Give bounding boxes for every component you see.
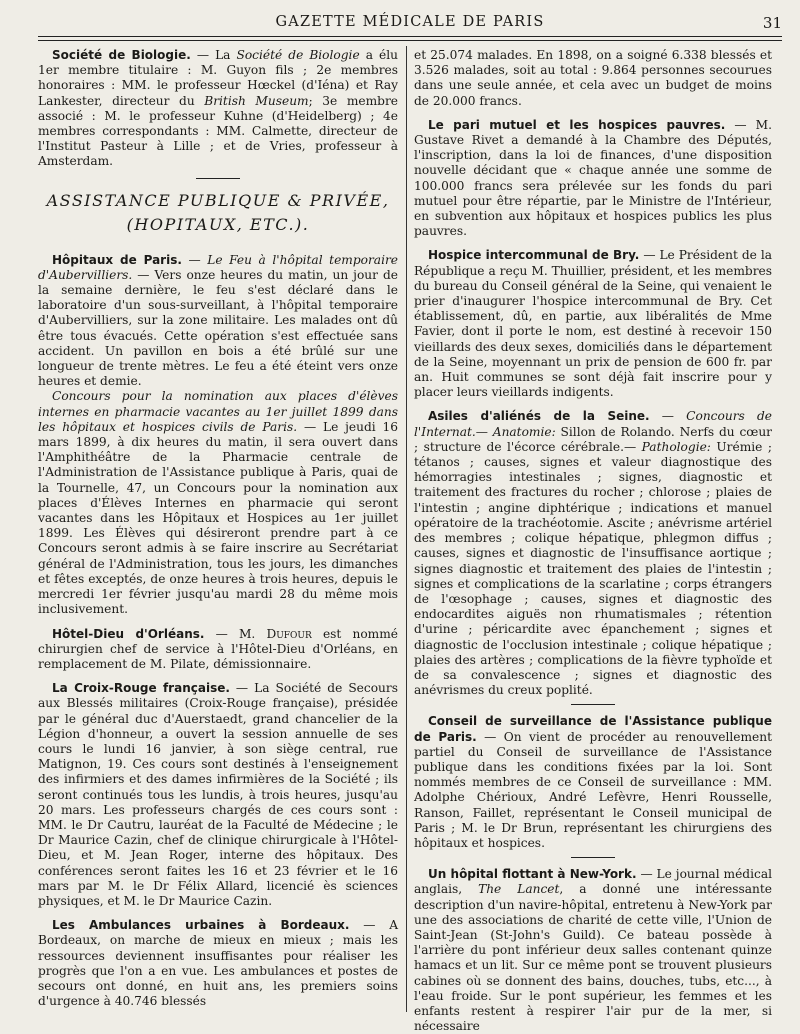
article-hospice-bry [414, 248, 772, 400]
article-text: est nommé chirurgien chef de service à l'Hôtel-Dieu d'Orléans, en remplacement de M. Pilate, démissionnaire. [38, 626, 398, 671]
article-smallcaps: Dufour [266, 626, 312, 641]
header-rule [38, 36, 782, 37]
article-hopitaux-paris [38, 253, 398, 390]
article-heading: Hôtel-Dieu d'Orléans. [52, 626, 205, 641]
article-heading: Conseil de surveillance de l'Assistance publique de Paris. [414, 714, 772, 744]
section-separator [571, 704, 615, 705]
article-concours-pharmacie [38, 389, 398, 617]
article-text: a élu 1er membre titulaire : M. Guyon fils ; 2e membres honoraires : MM. le professeur Hœckel (d'Iéna) et Ray Lankester, directeur du [38, 48, 398, 108]
article-pari-mutuel [414, 118, 772, 240]
banner-line: (HOPITAUX, ETC.). [126, 214, 310, 234]
article-text: — [181, 252, 208, 267]
article-heading: Hospice intercommunal de Bry. [428, 248, 640, 263]
article-heading: La Croix-Rouge française. [52, 681, 230, 696]
article-text: , a donné une intéressante description d'un navire-hôpital, entretenu à New-York par une des associations de charité de cette ville, l'Union de Saint-Jean (St-John's Guild). Ce bateau possède à l'arrière du pont inférieur deux salles contenant quinze hamacs et un lit. Sur ce même pont se trouvent plusieurs cabines où se donnent des bains, douches, tubs, etc..., à l'eau froide. Sur le pont supérieur, les femmes et les enfants restent à respirer l'air pur de la mer, si nécessaire [414, 882, 772, 1034]
article-bordeaux-continued: et 25.074 malades. En 1898, on a soigné 6.338 blessés et 3.526 malades, soit au total : 9.864 personnes secourues dans une seule année, et cela avec un budget de moins de 20.000 francs. [414, 48, 772, 108]
article-italic: Société de Biologie [236, 48, 360, 62]
page-number: 31 [762, 14, 782, 32]
article-heading: Société de Biologie. [52, 48, 191, 62]
section-separator [571, 857, 615, 858]
header-rule-thin [38, 40, 782, 41]
page-header [38, 14, 782, 38]
article-societe-biologie [38, 48, 398, 170]
article-italic: Le Feu à l'hôpital temporaire d'Aubervilliers. [38, 252, 399, 282]
article-text: — Le Président de la République a reçu M. Thuillier, président, et les membres du bureau du Conseil général de la Seine, qui venaient le prier d'inaugurer l'hospice intercommunal de Bry. Cet établissement, dû, en partie, aux libéralités de Mme Favier, dont il porte le nom, est destiné à recevoir 150 vieillards des deux sexes, domiciliés dans le département de la Seine, moyennant un prix de pension de 600 fr. par an. Huit communes se sont déjà fait inscrire pour y placer leurs vieillards indigents. [414, 248, 772, 400]
column-divider [406, 46, 407, 1012]
right-column [414, 48, 773, 1034]
article-heading: Asiles d'aliénés de la Seine. [428, 409, 650, 424]
article-text: — La [190, 48, 237, 62]
left-column [38, 48, 398, 1013]
article-italic: Concours pour la nomination aux places d'élèves internes en pharmacie vacantes au 1er juillet 1899 dans les hôpitaux et hospices civils de Paris. [38, 389, 398, 434]
section-separator [196, 178, 240, 179]
article-text: — M. Gustave Rivet a demandé à la Chambre des Députés, l'inscription, dans la loi de finances, d'une disposition nouvelle décidant que « chaque année une somme de 100.000 francs sera prélevée sur les fonds du pari mutuel pour être répartie, par le Ministre de l'Intérieur, en subvention aux hôpitaux et hospices publics les plus pauvres. [414, 117, 772, 239]
running-title: GAZETTE MÉDICALE DE PARIS [275, 14, 545, 30]
article-italic: Concours de l'Internat.— Anatomie: [414, 409, 772, 439]
article-text: — La Société de Secours aux Blessés militaires (Croix-Rouge française), présidée par le général duc d'Auerstaedt, grand chancelier de la Légion d'honneur, a ouvert la session annuelle de ses cours le lundi 16 janvier, à son siège central, rue Matignon, 19. Ces cours sont destinés à l'enseignement des infirmiers et des dames infirmières de la Société ; ils seront continués tous les lundis, à trois heures, jusqu'au 20 mars. Les professeurs chargés de ces cours sont : MM. le Dr Cautru, lauréat de la Faculté de Médecine ; le Dr Maurice Cazin, chef de clinique chirurgicale à l'Hôtel-Dieu, et M. Jean Roger, interne des hôpitaux. Des conférences seront faites les 16 et 23 février et le 16 mars par M. le Dr Félix Allard, licencié ès sciences physiques, et M. le Dr Maurice Cazin. [38, 681, 398, 908]
article-text: — Le jeudi 16 mars 1899, à dix heures du matin, il sera ouvert dans l'Amphithéâtre de la Pharmacie centrale de l'Administration de l'Assistance publique à Paris, quai de la Tournelle, 47, un Concours pour la nomination aux places d'Élèves Internes en pharmacie qui seront vacantes dans les Hôpitaux et Hospices au 1er juillet 1899. Les Élèves qui désireront prendre part à ce Concours seront admis à se faire inscrire au Secrétariat général de l'Administration, tous les jours, les dimanches et fêtes exceptés, de onze heures à trois heures, depuis le mercredi 1er février jusqu'au mardi 28 du même mois inclusivement. [38, 419, 398, 617]
article-italic: The Lancet [478, 882, 560, 897]
article-ambulances-bordeaux [38, 918, 398, 1009]
article-heading: Les Ambulances urbaines à Bordeaux. [52, 918, 350, 933]
article-text: Urémie ; tétanos ; causes, signes et valeur diagnostique des hémorragies intestinales ; signes, diagnostic et traitement des fractures du rocher ; chlorose ; plaies de l'intestin ; angine diphtérique ; indications et manuel opératoire de la trachéotomie. Ascite ; anévrisme artériel des membres ; colique hépatique, phlegmon diffus ; causes, signes et diagnostic de l'insuffisance aortique ; signes diagnostic et traitement des plaies de l'intestin ; signes et complications de la scarlatine ; corps étrangers de l'œsophage ; causes, signes et diagnostic des endocardites aiguës non rhumatismales ; rétention d'urine ; péricardite avec épanchement ; signes et diagnostic de l'occlusion intestinale ; colique hépatique ; plaies des artères ; complications de la fièvre typhoïde et de sa convalescence ; signes et diagnostic des anévrismes du creux poplité. [414, 439, 772, 698]
article-conseil-surveillance [414, 714, 772, 851]
article-text: — Le journal médical anglais, [414, 867, 772, 897]
banner-line: ASSISTANCE PUBLIQUE & PRIVÉE, [46, 190, 390, 210]
article-text: Sillon de Rolando. Nerfs du cœur ; structure de l'écorce cérébrale.— [414, 424, 772, 454]
article-text: — Vers onze heures du matin, un jour de la semaine dernière, le feu s'est déclaré dans le laboratoire d'un sous-surveillant, à l'hôpital temporaire d'Aubervilliers, sur la zone militaire. Les malades ont dû être tous évacués. Cette opération s'est effectuée sans accident. Un pavillon en bois a été brûlé sur une longueur de trente mètres. Le feu a été éteint vers onze heures et demie. [38, 267, 398, 389]
section-banner [38, 189, 398, 237]
article-heading: Hôpitaux de Paris. [52, 252, 182, 267]
article-text: — M. [204, 626, 267, 641]
article-hotel-dieu-orleans [38, 627, 398, 673]
article-text: — [649, 409, 687, 424]
article-croix-rouge [38, 681, 398, 909]
article-italic: Pathologie: [641, 439, 711, 454]
article-hopital-flottant [414, 867, 772, 1034]
article-italic: British Museum [204, 93, 309, 108]
article-heading: Le pari mutuel et les hospices pauvres. [428, 117, 726, 132]
article-text: — A Bordeaux, on marche de mieux en mieux ; mais les ressources deviennent insuffisantes pour réaliser les progrès que l'on a en vue. Les ambulances et postes de secours ont donné, en huit ans, les premiers soins d'urgence à 40.746 blessés [38, 918, 398, 1009]
article-text: — On vient de procéder au renouvellement partiel du Conseil de surveillance de l'Assistance publique dans les conditions fixées par la loi. Sont nommés membres de ce Conseil de surveillance : MM. Adolphe Chérioux, André Lefèvre, Henri Rousselle, Ranson, Faillet, représentant le Conseil municipal de Paris ; M. le Dr Brun, représentant les chirurgiens des hôpitaux et hospices. [414, 729, 773, 850]
article-text: ; 3e membre associé : M. le professeur Kuhne (d'Heidelberg) ; 4e membres correspondants : MM. Calmette, directeur de l'Institut Pasteur à Lille ; et de Vries, professeur à Amsterdam. [38, 93, 398, 169]
article-heading: Un hôpital flottant à New-York. [428, 867, 637, 882]
article-asiles-alienes [414, 409, 772, 698]
